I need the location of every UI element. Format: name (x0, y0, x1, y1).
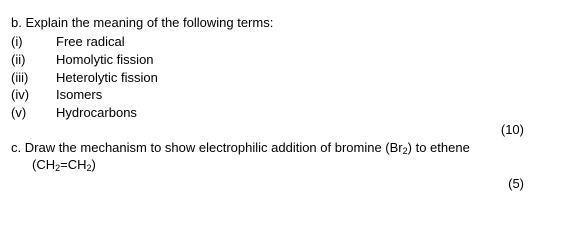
question-b-label: b. (11, 15, 22, 30)
question-b-prompt: Explain the meaning of the following terms: (25, 15, 274, 30)
item-numeral: (v) (11, 105, 27, 120)
question-c-stem (11, 140, 470, 156)
item-term: Isomers (56, 87, 103, 102)
item-numeral: (iii) (11, 70, 29, 85)
question-c-prompt: Draw the mechanism to show electrophilic addition of bromine $(Br_2)$ to ethene (24, 140, 470, 156)
question-c-marks: (5) (508, 176, 524, 191)
item-term: Free radical (56, 34, 125, 49)
item-term: Homolytic fission (56, 52, 154, 67)
question-b-marks: (10) (500, 122, 524, 137)
question-b-stem (11, 15, 273, 31)
item-term: Heterolytic fission (56, 70, 158, 85)
question-c-formula: $(CH_2=CH_2)$ (32, 157, 96, 173)
item-numeral: (i) (11, 34, 23, 49)
question-c-label: c. (11, 140, 22, 155)
item-term: Hydrocarbons (56, 105, 137, 120)
item-numeral: (iv) (11, 87, 30, 102)
item-numeral: (ii) (11, 52, 26, 67)
